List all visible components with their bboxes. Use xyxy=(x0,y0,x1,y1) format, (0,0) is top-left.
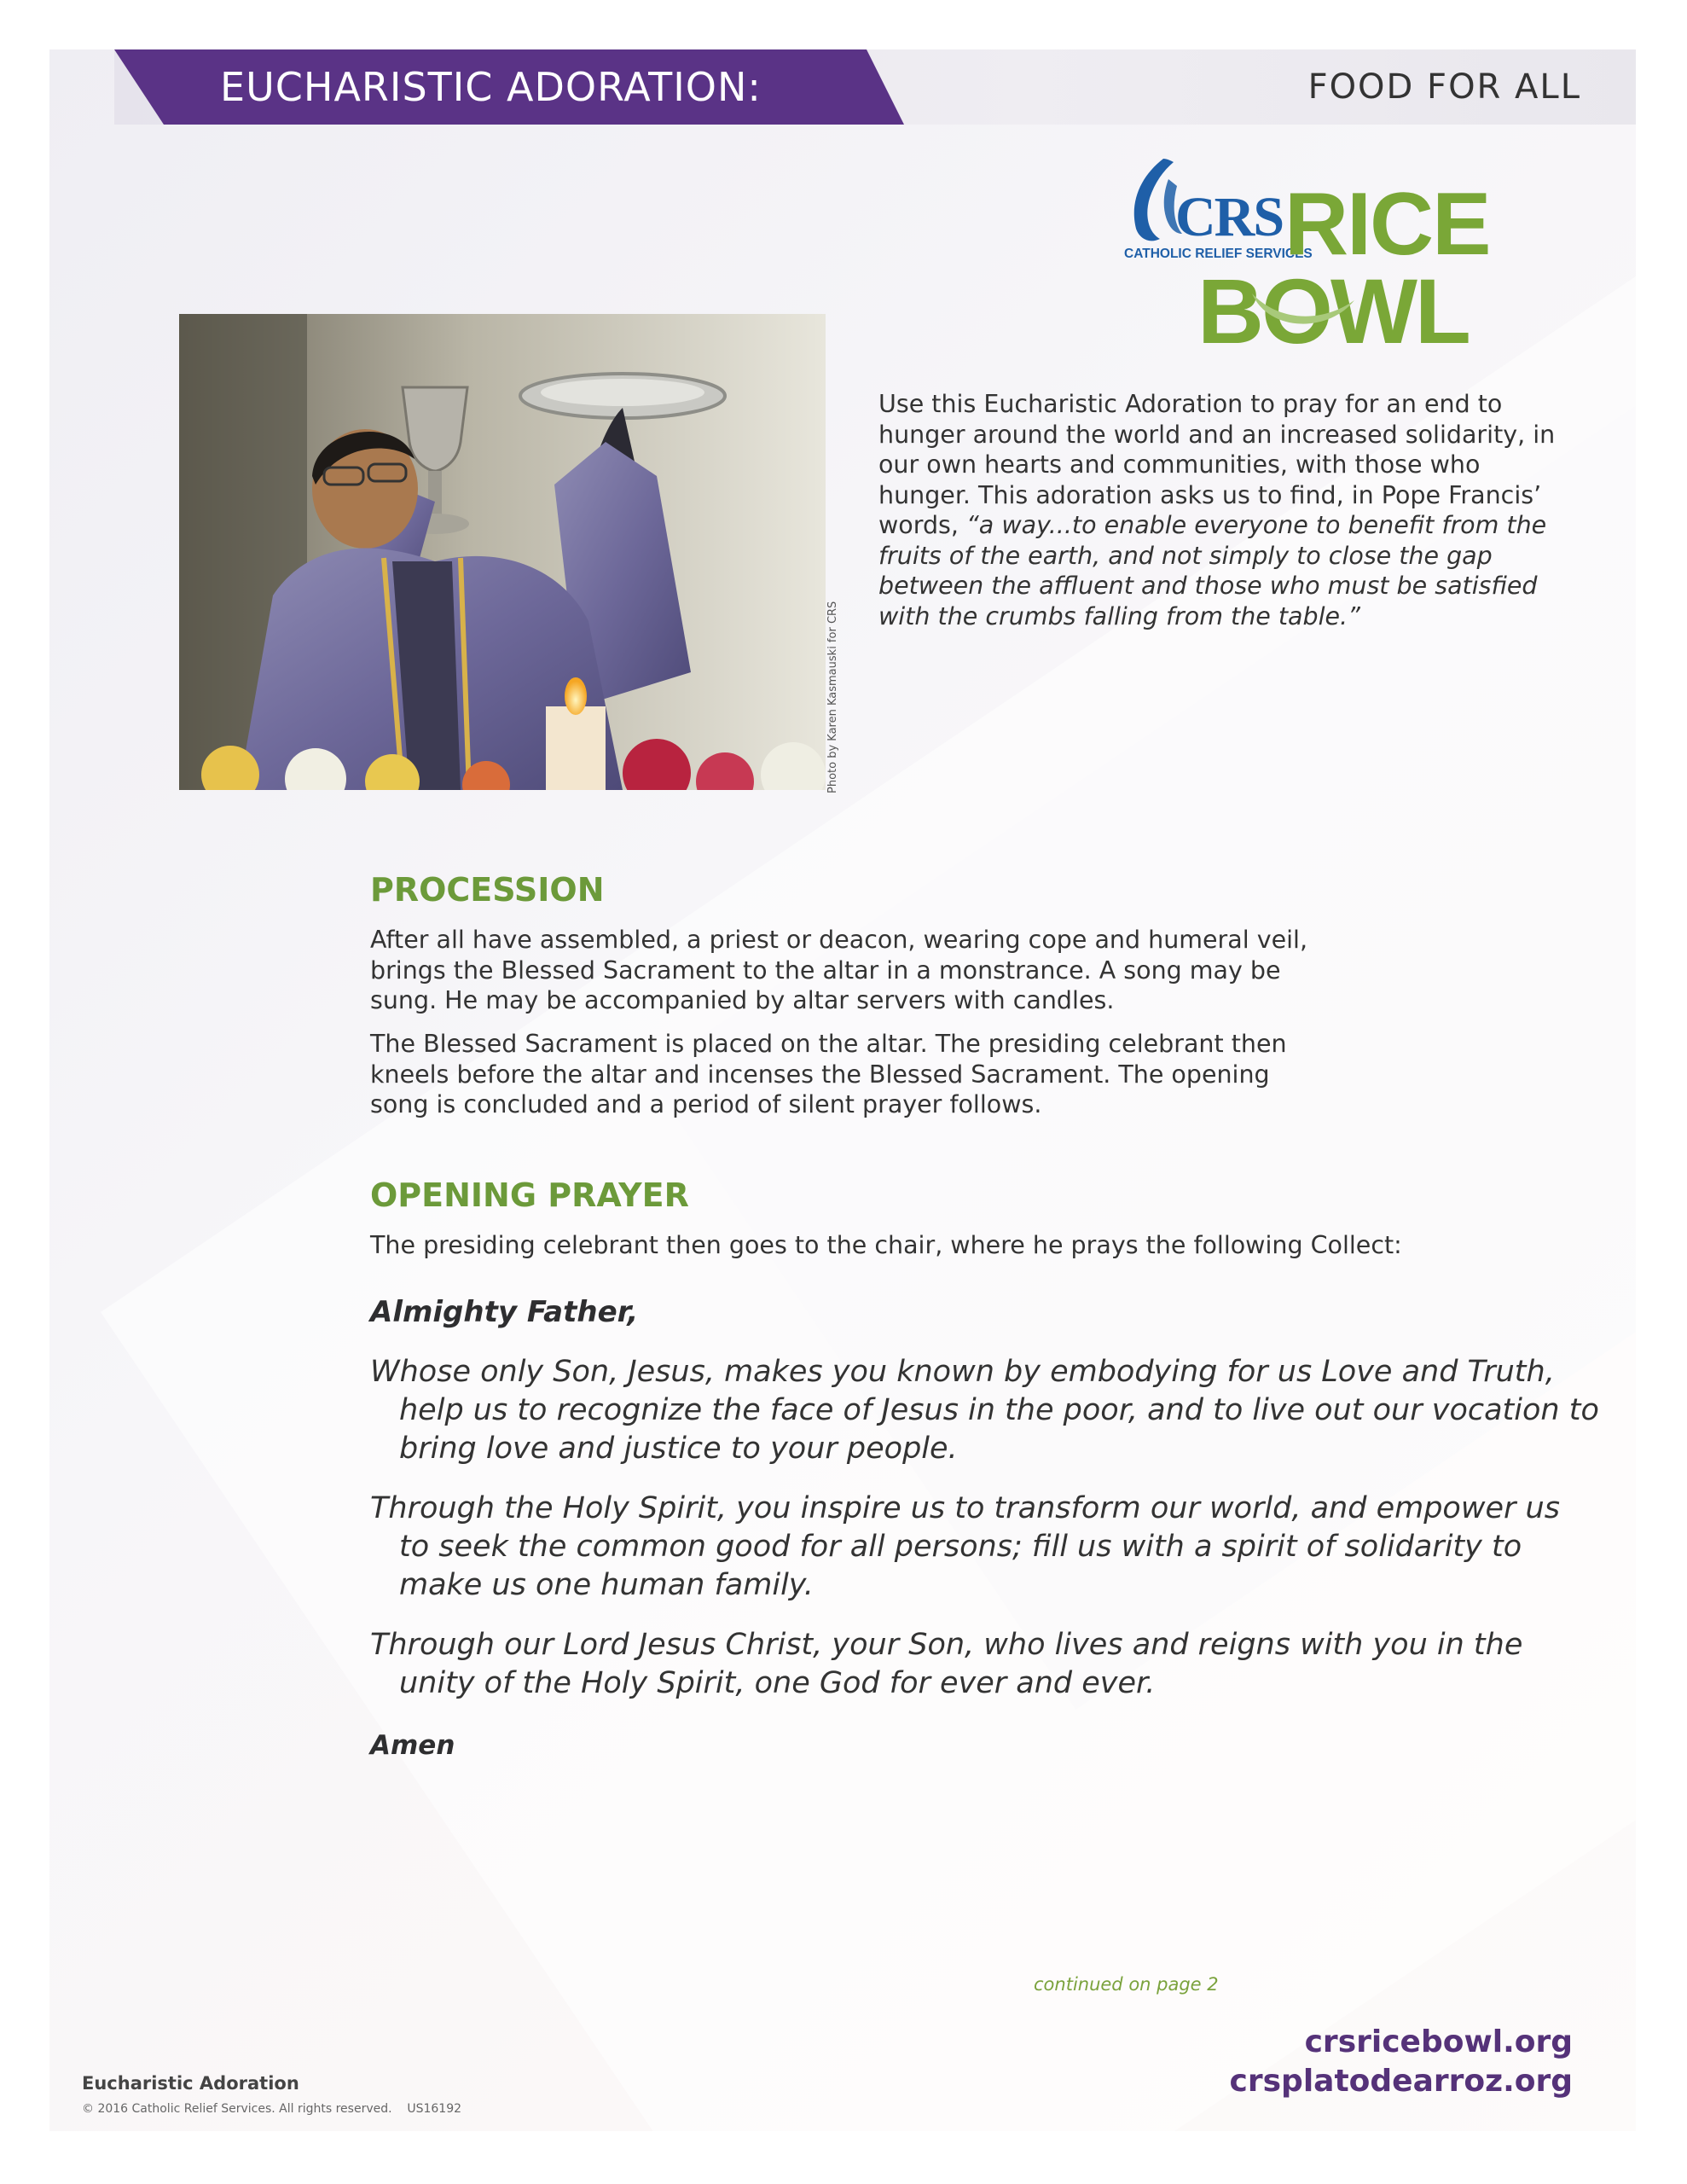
prayer-stanza-3: Through our Lord Jesus Christ, your Son, who lives and reigns with you in the unity of the Holy Spirit, one God for ever and ever. xyxy=(370,1628,1523,1700)
footer-copyright: © 2016 Catholic Relief Services. All rights reserved. US16192 xyxy=(82,2102,462,2116)
prayer-stanza-2: Through the Holy Spirit, you inspire us to transform our world, and empower us to seek the common good for all persons; fill us with a spirit of solidarity to make us one human family. xyxy=(370,1491,1560,1602)
rice-wordmark: RICE xyxy=(1284,175,1490,274)
opening-prayer-intro: The presiding celebrant then goes to the chair, where he prays the following Collect: xyxy=(370,1231,1402,1259)
photo-credit: Photo by Karen Kasmauski for CRS xyxy=(826,601,839,793)
crs-rice-bowl-logo xyxy=(1124,150,1510,351)
opening-prayer-heading: OPENING PRAYER xyxy=(370,1176,689,1214)
procession-paragraph-2: The Blessed Sacrament is placed on the altar. The presiding celebrant then kneels before the altar and incenses the Blessed Sacrament. The opening song is concluded and a period of silent prayer follows. xyxy=(370,1030,1287,1118)
pope-francis-quote: “a way...to enable everyone to benefit from the fruits of the earth, and not simply to close the gap between the affluent and those who must be satisfied with the crumbs falling from the table.” xyxy=(878,511,1547,630)
prayer-address: Almighty Father, xyxy=(370,1295,639,1329)
crsricebowl-link[interactable]: crsricebowl.org xyxy=(1304,2024,1573,2059)
procession-heading: PROCESSION xyxy=(370,871,605,909)
bowl-wordmark: BOWL xyxy=(1197,259,1469,351)
continued-note: continued on page 2 xyxy=(1034,1974,1219,1995)
crsplatodearroz-link[interactable]: crsplatodearroz.org xyxy=(1229,2064,1573,2099)
prayer-amen: Amen xyxy=(370,1730,455,1761)
header-subtitle: FOOD FOR ALL xyxy=(1307,67,1581,107)
priest-elevating-chalice-photo xyxy=(179,314,826,790)
crs-wordmark: CRS xyxy=(1175,186,1284,248)
prayer-stanza-1: Whose only Son, Jesus, makes you known by embodying for us Love and Truth, help us to recognize the face of Jesus in the poor, and to live out our vocation to bring love and justice to your people. xyxy=(370,1355,1599,1466)
procession-paragraph-1: After all have assembled, a priest or deacon, wearing cope and humeral veil, brings the Blessed Sacrament to the altar in a monstrance. A song may be sung. He may be accompanied by altar servers with candles. xyxy=(370,926,1308,1014)
header-title: EUCHARISTIC ADORATION: xyxy=(220,64,762,110)
crs-fullname: CATHOLIC RELIEF SERVICES xyxy=(1124,247,1313,261)
intro-paragraph xyxy=(878,389,1578,631)
intro-text: Use this Eucharistic Adoration to pray for an end to hunger around the world and an increased solidarity, in our own hearts and communities, with those who hunger. This adoration asks us to find, in Pope Francis’ words, xyxy=(878,390,1556,539)
footer-document-title: Eucharistic Adoration xyxy=(82,2073,299,2094)
